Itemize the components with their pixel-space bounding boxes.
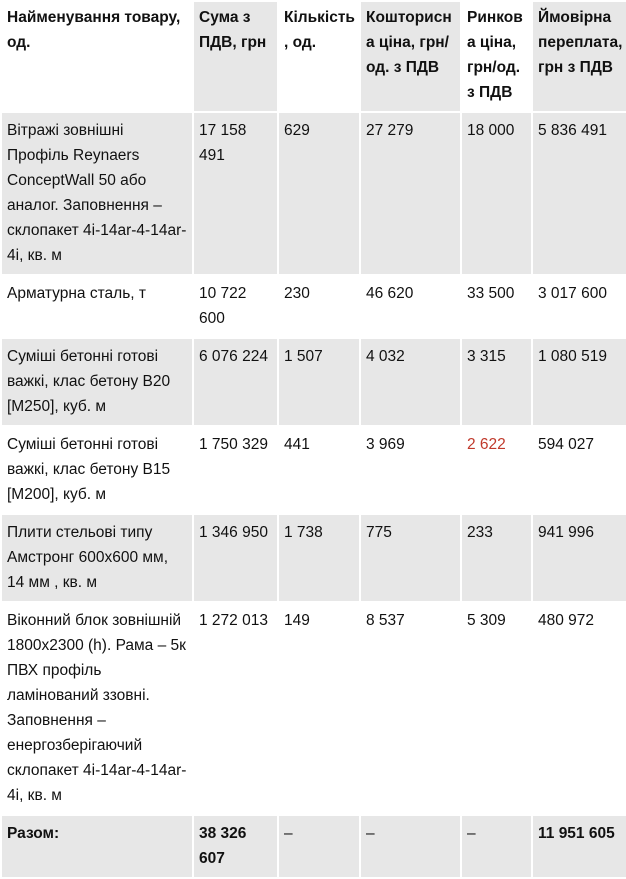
cell-total-label: Разом: <box>1 815 193 878</box>
cell-quantity: 629 <box>278 112 360 275</box>
cell-overpayment: 1 080 519 <box>532 338 626 426</box>
header-market-price: Ринкова ціна, грн/од. з ПДВ <box>461 1 532 112</box>
cell-market-price: 33 500 <box>461 275 532 338</box>
cell-quantity: 230 <box>278 275 360 338</box>
cell-sum: 6 076 224 <box>193 338 278 426</box>
cell-sum: 1 272 013 <box>193 602 278 815</box>
cell-total-estimate-price: – <box>360 815 461 878</box>
cell-product-name: Плити стельові типу Амстронг 600х600 мм, 14 мм , кв. м <box>1 514 193 602</box>
cell-overpayment: 480 972 <box>532 602 626 815</box>
cell-quantity: 1 507 <box>278 338 360 426</box>
cell-quantity: 441 <box>278 426 360 514</box>
cell-overpayment: 3 017 600 <box>532 275 626 338</box>
cell-total-overpayment: 11 951 605 <box>532 815 626 878</box>
table-row <box>1 338 626 426</box>
cell-sum: 10 722 600 <box>193 275 278 338</box>
header-sum: Сума з ПДВ, грн <box>193 1 278 112</box>
cell-quantity: 1 738 <box>278 514 360 602</box>
cell-estimate-price: 4 032 <box>360 338 461 426</box>
cell-market-price: 18 000 <box>461 112 532 275</box>
cell-estimate-price: 775 <box>360 514 461 602</box>
cell-estimate-price: 46 620 <box>360 275 461 338</box>
header-product-name: Найменування товару, од. <box>1 1 193 112</box>
cell-estimate-price: 3 969 <box>360 426 461 514</box>
table-row <box>1 112 626 275</box>
cell-product-name: Суміші бетонні готові важкі, клас бетону В15 [М200], куб. м <box>1 426 193 514</box>
cell-market-price: 233 <box>461 514 532 602</box>
cell-market-price-highlighted: 2 622 <box>461 426 532 514</box>
cell-overpayment: 941 996 <box>532 514 626 602</box>
cell-product-name: Вітражі зовнішні Профіль Reynaers ConceptWall 50 або аналог. Заповнення – склопакет 4і-14аr-4-14ar-4i, кв. м <box>1 112 193 275</box>
cell-sum: 17 158 491 <box>193 112 278 275</box>
header-overpayment: Ймовірна переплата, грн з ПДВ <box>532 1 626 112</box>
cell-sum: 1 346 950 <box>193 514 278 602</box>
cell-overpayment: 594 027 <box>532 426 626 514</box>
cell-market-price: 3 315 <box>461 338 532 426</box>
cell-total-sum: 38 326 607 <box>193 815 278 878</box>
table-row <box>1 514 626 602</box>
table-header-row <box>1 1 626 112</box>
header-quantity: Кількість, од. <box>278 1 360 112</box>
cell-sum: 1 750 329 <box>193 426 278 514</box>
cell-product-name: Арматурна сталь, т <box>1 275 193 338</box>
table-row <box>1 426 626 514</box>
cell-total-quantity: – <box>278 815 360 878</box>
table-row <box>1 275 626 338</box>
cell-estimate-price: 27 279 <box>360 112 461 275</box>
cell-product-name: Суміші бетонні готові важкі, клас бетону В20 [М250], куб. м <box>1 338 193 426</box>
header-estimate-price: Кошторисна ціна, грн/ од. з ПДВ <box>360 1 461 112</box>
cell-product-name: Віконний блок зовнішній 1800х2300 (h). Рама – 5к ПВХ профіль ламінований ззовні. Заповнення – енергозберігаючий склопакет 4і-14аr-4-14ar-4i, кв. м <box>1 602 193 815</box>
cell-estimate-price: 8 537 <box>360 602 461 815</box>
cell-total-market-price: – <box>461 815 532 878</box>
table-row <box>1 602 626 815</box>
table-total-row <box>1 815 626 878</box>
cell-overpayment: 5 836 491 <box>532 112 626 275</box>
cell-market-price: 5 309 <box>461 602 532 815</box>
cell-quantity: 149 <box>278 602 360 815</box>
